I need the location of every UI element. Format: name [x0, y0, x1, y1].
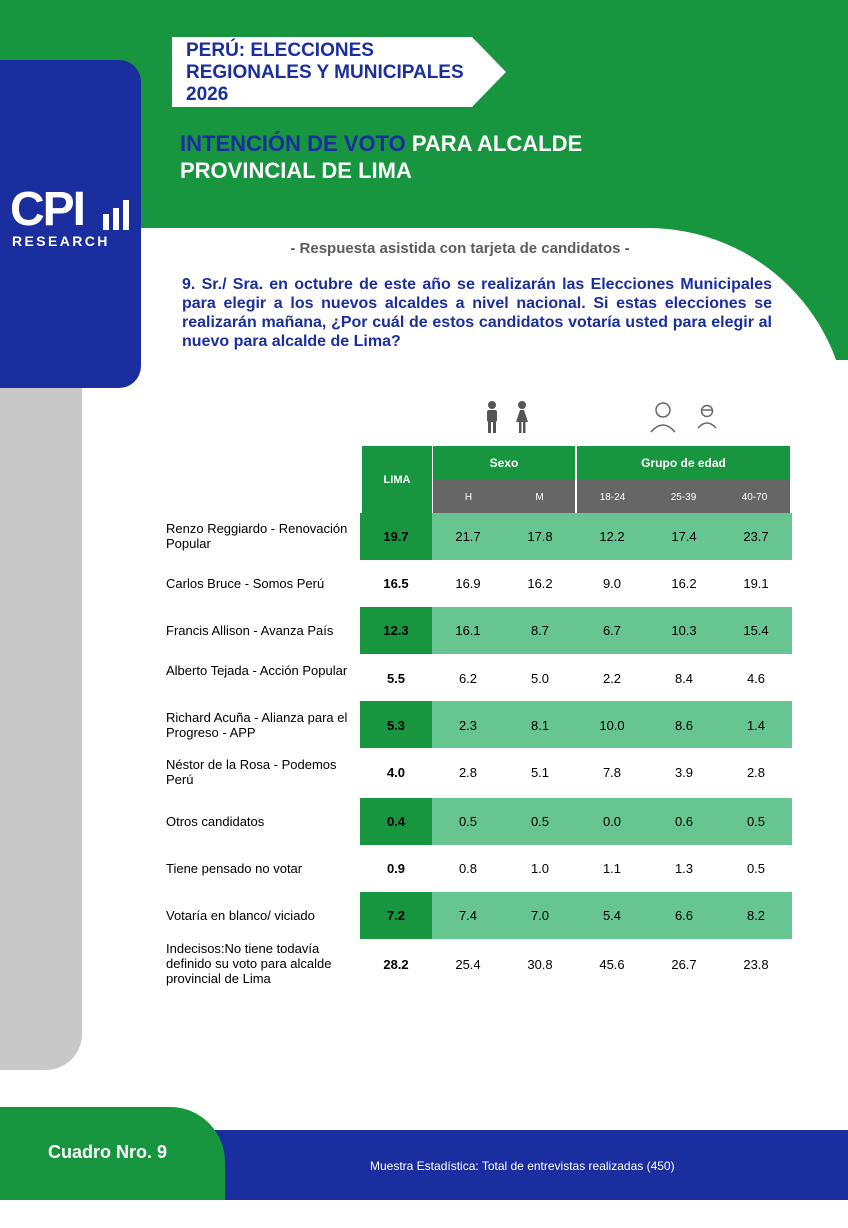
cell-lima: 0.9: [386, 861, 406, 876]
row-label: Tiene pensado no votar: [166, 861, 303, 876]
cell: 19.1: [743, 576, 769, 591]
cell: 10.0: [599, 718, 625, 733]
cell: 2.2: [602, 671, 622, 686]
cell-lima: 28.2: [383, 957, 409, 972]
cell: 7.4: [458, 908, 478, 923]
cell: 1.3: [674, 861, 694, 876]
cell: 15.4: [743, 623, 769, 638]
cell: 6.7: [602, 623, 622, 638]
cell: 5.4: [602, 908, 622, 923]
col-header-25-39: 25-39: [648, 480, 719, 514]
cell: 25.4: [455, 957, 481, 972]
col-header-40-70: 40-70: [719, 480, 790, 514]
cell: 16.1: [455, 623, 481, 638]
cell: 3.9: [674, 765, 694, 780]
row-label: Votaría en blanco/ viciado: [166, 908, 315, 923]
cell: 12.2: [599, 529, 625, 544]
cell: 8.7: [530, 623, 550, 638]
cell: 6.2: [458, 671, 478, 686]
cell: 2.8: [746, 765, 766, 780]
subtitle-rest: PARA ALCALDE PROVINCIAL DE LIMA: [180, 131, 583, 183]
cell: 0.5: [458, 814, 478, 829]
cell: 26.7: [671, 957, 697, 972]
cell: 0.8: [458, 861, 478, 876]
cell: 8.4: [674, 671, 694, 686]
col-header-m: M: [504, 480, 575, 514]
cell: 23.8: [743, 957, 769, 972]
cell: 0.5: [746, 861, 766, 876]
page-subtitle: [180, 130, 700, 184]
row-label: Indecisos:No tiene todavía definido su voto para alcalde provincial de Lima: [166, 941, 332, 986]
cell-lima: 4.0: [386, 765, 406, 780]
cell: 0.5: [530, 814, 550, 829]
cell-lima: 7.2: [386, 908, 406, 923]
row-label: Alberto Tejada - Acción Popular: [166, 663, 348, 678]
cell: 5.0: [530, 671, 550, 686]
table-number: Cuadro Nro. 9: [48, 1142, 168, 1162]
cell-lima: 12.3: [383, 623, 409, 638]
cell: 10.3: [671, 623, 697, 638]
cell: 2.3: [458, 718, 478, 733]
cell: 30.8: [527, 957, 553, 972]
question-text: 9. Sr./ Sra. en octubre de este año se realizarán las Elecciones Municipales para elegir a los nuevos alcaldes a nivel nacional. Si estas elecciones se realizarán mañana, ¿Por cuál de estos candidatos votaría usted para elegir al nuevo para alcalde de Lima?: [182, 276, 772, 350]
question-note: - Respuesta asistida con tarjeta de candidatos -: [290, 240, 630, 257]
cell: 23.7: [743, 529, 769, 544]
cell: 17.4: [671, 529, 697, 544]
cell-lima: 19.7: [383, 529, 409, 544]
row-label: Carlos Bruce - Somos Perú: [166, 576, 325, 591]
group-header-sexo: Sexo: [433, 446, 575, 480]
cell: 8.1: [530, 718, 550, 733]
cell: 16.9: [455, 576, 481, 591]
cell: 1.0: [530, 861, 550, 876]
age-group-icon: [651, 403, 716, 432]
subtitle-highlight: INTENCIÓN DE VOTO: [180, 131, 406, 156]
cell: 6.6: [674, 908, 694, 923]
cell: 0.5: [746, 814, 766, 829]
cell: 16.2: [671, 576, 697, 591]
cell: 21.7: [455, 529, 481, 544]
cell: 1.1: [602, 861, 622, 876]
logo-bars-icon: [101, 200, 131, 230]
logo-cpi: CPI: [10, 183, 85, 236]
cell: 0.6: [674, 814, 694, 829]
cell: 8.2: [746, 908, 766, 923]
row-label: Néstor de la Rosa - Podemos Perú: [166, 757, 337, 787]
col-header-18-24: 18-24: [577, 480, 648, 514]
cell-lima: 0.4: [386, 814, 406, 829]
col-header-h: H: [433, 480, 504, 514]
cell: 1.4: [746, 718, 766, 733]
cell: 17.8: [527, 529, 553, 544]
cell-lima: 5.3: [386, 718, 406, 733]
left-gray-bar: [0, 340, 82, 1070]
sample-note: Muestra Estadística: Total de entrevistas realizadas (450): [370, 1159, 675, 1173]
row-label: Richard Acuña - Alianza para el Progreso - APP: [166, 710, 348, 740]
cell: 7.0: [530, 908, 550, 923]
group-header-edad: Grupo de edad: [577, 446, 790, 480]
cell: 9.0: [602, 576, 622, 591]
row-label: Otros candidatos: [166, 814, 265, 829]
cell: 7.8: [602, 765, 622, 780]
cell: 2.8: [458, 765, 478, 780]
cell: 8.6: [674, 718, 694, 733]
cell: 45.6: [599, 957, 625, 972]
cell: 16.2: [527, 576, 553, 591]
page-title: PERÚ: ELECCIONES REGIONALES Y MUNICIPALES 2026: [186, 40, 464, 105]
row-label: Francis Allison - Avanza País: [166, 623, 334, 638]
logo-research: RESEARCH: [12, 233, 110, 249]
row-label: Renzo Reggiardo - Renovación Popular: [166, 521, 348, 551]
cell-lima: 16.5: [383, 576, 409, 591]
cell: 5.1: [530, 765, 550, 780]
cell: 4.6: [746, 671, 766, 686]
cell: 0.0: [602, 814, 622, 829]
man-woman-icon: [487, 401, 528, 433]
cell-lima: 5.5: [386, 671, 406, 686]
col-header-lima: LIMA: [362, 446, 432, 514]
